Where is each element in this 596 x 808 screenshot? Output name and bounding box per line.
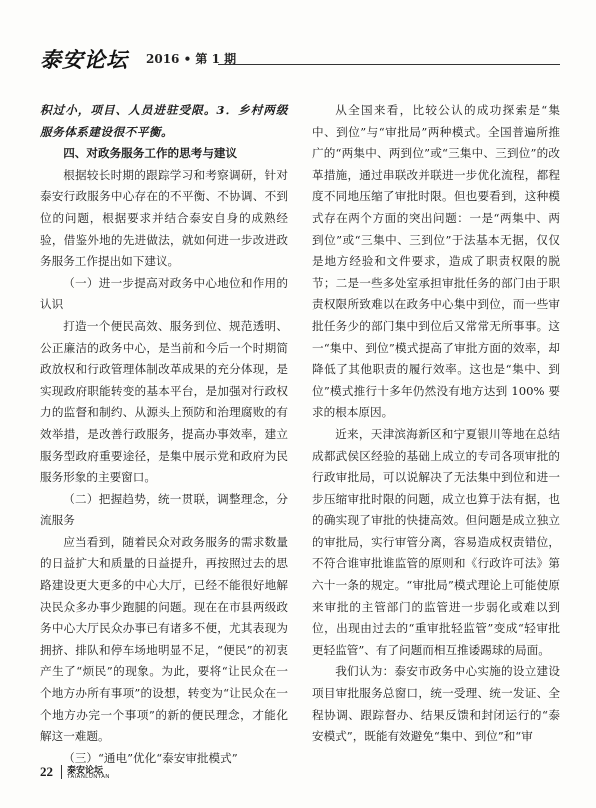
page-header	[40, 40, 560, 74]
paragraph: 我们认为：泰安市政务中心实施的设立建设项目审批服务总窗口，统一受理、统一发证、全程协调、跟踪督办、结果反馈和封闭运行的“泰安模式”，既能有效避免“集中、到位”和“审	[312, 664, 560, 744]
page-number: 22	[40, 764, 53, 779]
journal-logo: 泰安论坛	[40, 47, 128, 72]
footer-journal-name: 泰安论坛	[67, 766, 104, 776]
header-rule	[218, 64, 560, 65]
paragraph: 积过小，项目、人员进驻受限。3．乡村两级服务体系建设很不平衡。	[40, 103, 288, 139]
paragraph: （一）进一步提高对政务中心地位和作用的认识	[40, 275, 288, 312]
left-column	[40, 100, 288, 765]
paragraph: 根据较长时期的跟踪学习和考察调研，针对泰安行政服务中心存在的不平衡、不协调、不到位的问题，根据要求并结合泰安自身的成熟经验，借鉴外地的先进做法，就如何进一步改进政务服务工作提出如下建议。	[40, 167, 288, 269]
right-column	[312, 100, 560, 744]
footer-journal-latin: TAIANLUNTAN	[67, 774, 110, 780]
paragraph: 近来，天津滨海新区和宁夏银川等地在总结成都武侯区经验的基础上成立的专司各项审批的行政审批局，可以说解决了无法集中到位和进一步压缩审批时限的问题，成立也算于法有据，也的确实现了审批的快捷高效。但问题是成立独立的审批局，实行审管分离，容易造成权责错位，不符合谁审批谁监管的原则和《行政许可法》第六十一条的规定。“审批局”模式理论上可能使原来审批的主管部门的监管进一步弱化或难以到位，出现由过去的“重审批轻监管”变成“轻审批更轻监管”、有了问题而相互推诿踢球的局面。	[312, 426, 560, 657]
footer-divider	[61, 765, 62, 779]
paragraph: 从全国来看，比较公认的成功探索是“集中、到位”与“审批局”两种模式。全国普遍所推广的“两集中、两到位”或“三集中、三到位”的改革措施，通过串联改并联进一步优化流程，都程度不同地压缩了审批时限。但也要看到，这种模式存在两个方面的突出问题：一是“两集中、两到位”或“三集中、三到位”于法基本无据，仅仅是地方经验和文件要求，造成了职责权限的脱节；二是一些多处室承担审批任务的部门由于职责权限所致难以在政务中心集中到位，而一些审批任务少的部门集中到位后又常常无所事事。这一“集中、到位”模式提高了审批方面的效率，却降低了其他职责的履行效率。这也是“集中、到位”模式推行十多年仍然没有地方达到 100% 要求的根本原因。	[312, 103, 560, 420]
issue-label: 2016 • 第 1 期	[146, 52, 237, 66]
paragraph: 打造一个便民高效、服务到位、规范透明、公正廉洁的政务中心，是当前和今后一个时期简政放权和行政管理体制改革成果的充分体现，是实现政府职能转变的基本平台，是加强对行政权力的监督和制约、从源头上预防和治理腐败的有效举措，是改善行政服务，提高办事效率，建立服务型政府重要途径，是集中展示党和政府为民服务形象的主要窗口。	[40, 318, 288, 485]
paragraph: （三）“通电”优化“泰安审批模式”	[63, 750, 238, 765]
paragraph: 应当看到，随着民众对政务服务的需求数量的日益扩大和质量的日益提升，再按照过去的思路建设更大更多的中心大厅，已经不能很好地解决民众多办事少跑腿的问题。现在在市县两级政务中心大厅民众办事已有诸多不便，尤其表现为拥挤、排队和停车场地明显不足，“便民”的初衷产生了“烦民”的现象。为此，要将“让民众在一个地方办所有事项”的设想，转变为“让民众在一个地方办完一个事项”的新的便民理念，才能化解这一难题。	[40, 534, 288, 744]
paragraph: 四、对政务服务工作的思考与建议	[63, 146, 238, 161]
paragraph: （二）把握趋势，统一贯联，调整理念，分流服务	[40, 491, 288, 528]
page-footer	[40, 762, 560, 792]
